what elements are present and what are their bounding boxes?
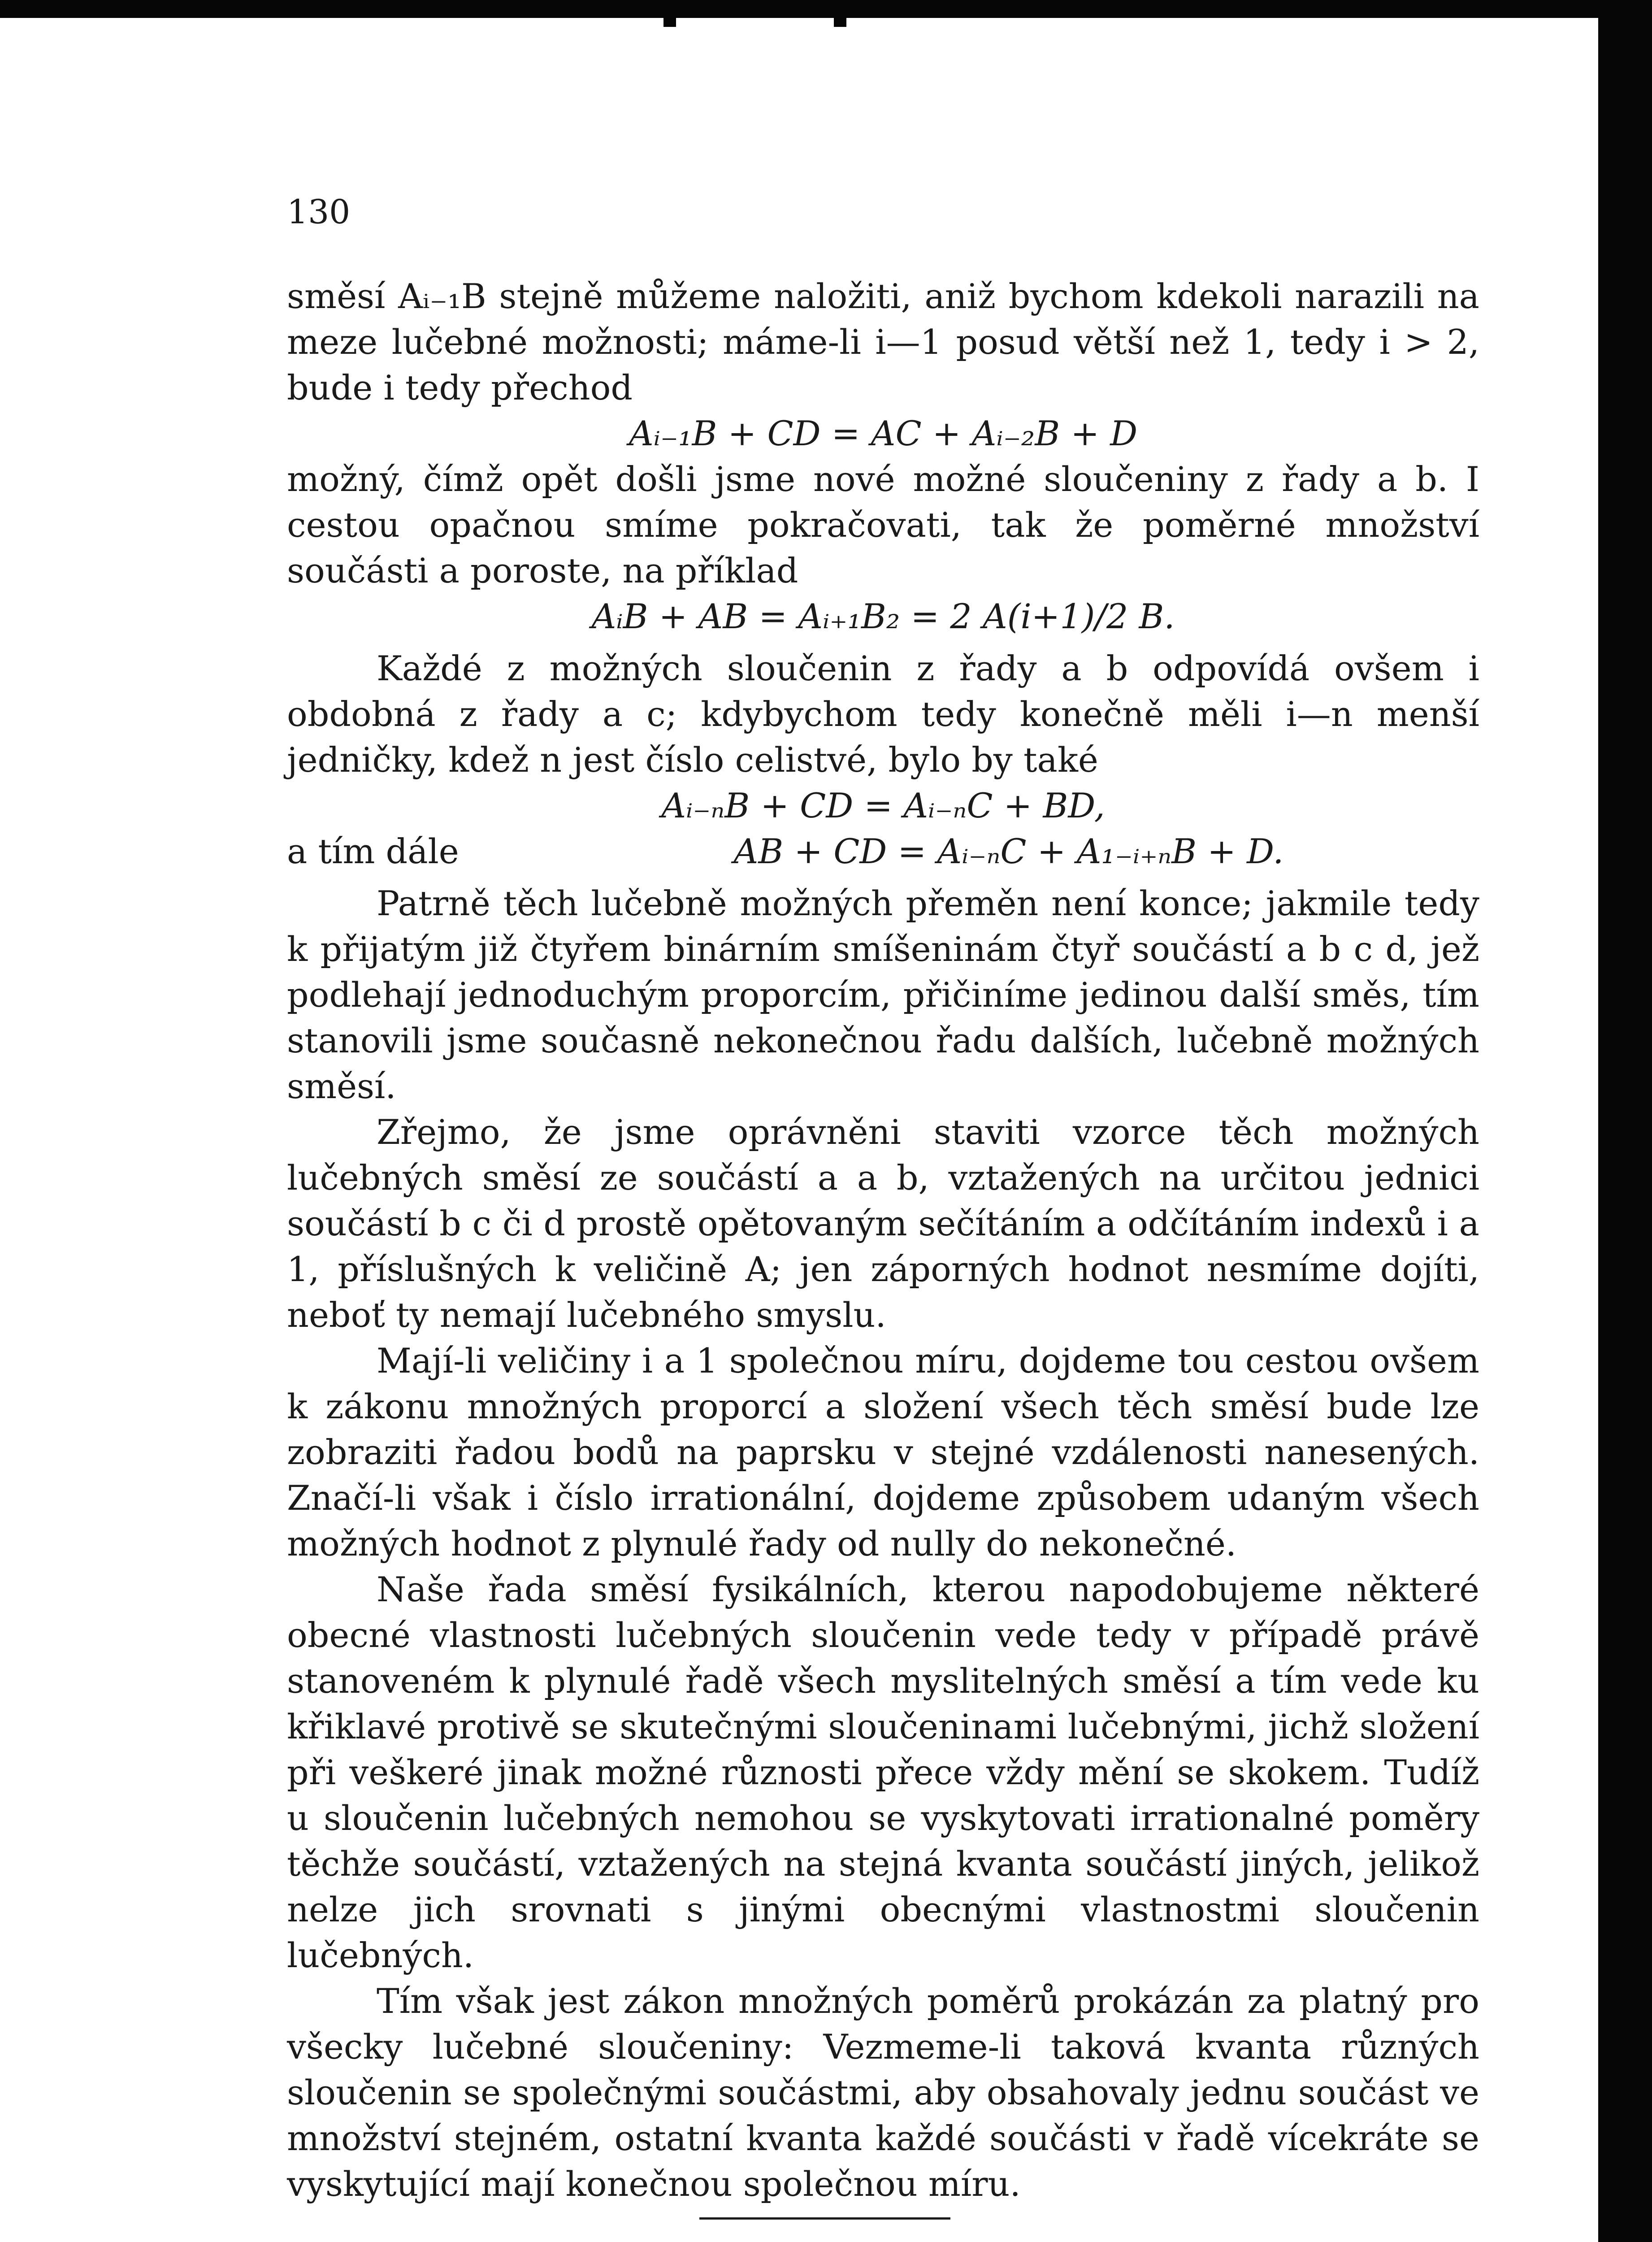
paragraph: Mají-li veličiny i a 1 společnou míru, dojdeme tou cestou ovšem k zákonu množných proporcí a složení všech těch směsí bude lze zobraziti řadou bodů na paprsku v stejné vzdálenosti nanesených. Značí-li však i číslo irrationální, dojdeme způsobem udaným všech možných hodnot z plynulé řady od nully do nekonečné. [287, 1341, 1479, 1564]
page-body [287, 274, 1479, 2207]
formula: Aᵢ₋₁B + CD = AC + Aᵢ₋₂B + D [629, 413, 1138, 453]
paragraph: možný, čímž opět došli jsme nové možné sloučeniny z řady a b. I cestou opačnou smíme pokračovati, tak že poměrné množství součásti a poroste, na příklad [287, 459, 1479, 591]
paragraph: Tím však jest zákon množných poměrů prokázán za platný pro všecky lučebné sloučeniny: Vezmeme-li taková kvanta různých sloučenin se společnými součástmi, aby obsahovaly jednu součást ve množství stejném, ostatní kvanta každé součásti v řadě vícekráte se vyskytující mají konečnou společnou míru. [287, 1981, 1479, 2204]
formula: Aᵢ₋ₙB + CD = Aᵢ₋ₙC + BD, [661, 786, 1105, 826]
scan-mark [834, 0, 846, 27]
formula: AB + CD = Aᵢ₋ₙC + A₁₋ᵢ₊ₙB + D. [733, 831, 1284, 871]
paragraph: Zřejmo, že jsme oprávněni staviti vzorce těch možných lučebných směsí ze součástí a a b, vztažených na určitou jednici součástí b c či d prostě opětovaným sečítáním a odčítáním indexů i a 1, příslušných k veličině A; jen záporných hodnot nesmíme dojíti, neboť ty nemají lučebného smyslu. [287, 1112, 1479, 1335]
paragraph: směsí Aᵢ₋₁B stejně můžeme naložiti, aniž bychom kdekoli narazili na meze lučebné možnosti; máme-li i—1 posud větší než 1, tedy i > 2, bude i tedy přechod [287, 276, 1479, 408]
formula: AᵢB + AB = Aᵢ₊₁B₂ = 2 A(i+1)/2 B. [591, 596, 1175, 636]
paragraph: Naše řada směsí fysikálních, kterou napodobujeme některé obecné vlastnosti lučebných sloučenin vede tedy v případě právě stanoveném k plynulé řadě všech myslitelných směsí a tím vede ku křiklavé protivě se skutečnými sloučeninami lučebnými, jichž složení při veškeré jinak možné různosti přece vždy mění se skokem. Tudíž u sloučenin lučebných nemohou se vyskytovati irrationalné poměry těchže součástí, vztažených na stejná kvanta součástí jiných, jelikož nelze jich srovnati s jinými obecnými vlastnostmi sloučenin lučebných. [287, 1569, 1479, 1975]
formula-row [287, 829, 1479, 874]
scan-border-right [1598, 0, 1652, 2242]
scan-border-top [0, 0, 1652, 18]
scan-mark [663, 0, 676, 27]
end-rule [699, 2217, 950, 2220]
formula-lead-text: a tím dále [287, 831, 459, 871]
paragraph: Patrně těch lučebně možných přeměn není konce; jakmile tedy k přijatým již čtyřem binárním smíšeninám čtyř součástí a b c d, jež podlehají jednoduchým proporcím, přičiníme jedinou další směs, tím stanovili jsme současně nekonečnou řadu dalších, lučebně možných směsí. [287, 883, 1479, 1106]
page-number: 130 [287, 193, 351, 231]
paragraph: Každé z možných sloučenin z řady a b odpovídá ovšem i obdobná z řady a c; kdybychom tedy konečně měli i—n menší jedničky, kdež n jest číslo celistvé, bylo by také [287, 648, 1479, 780]
